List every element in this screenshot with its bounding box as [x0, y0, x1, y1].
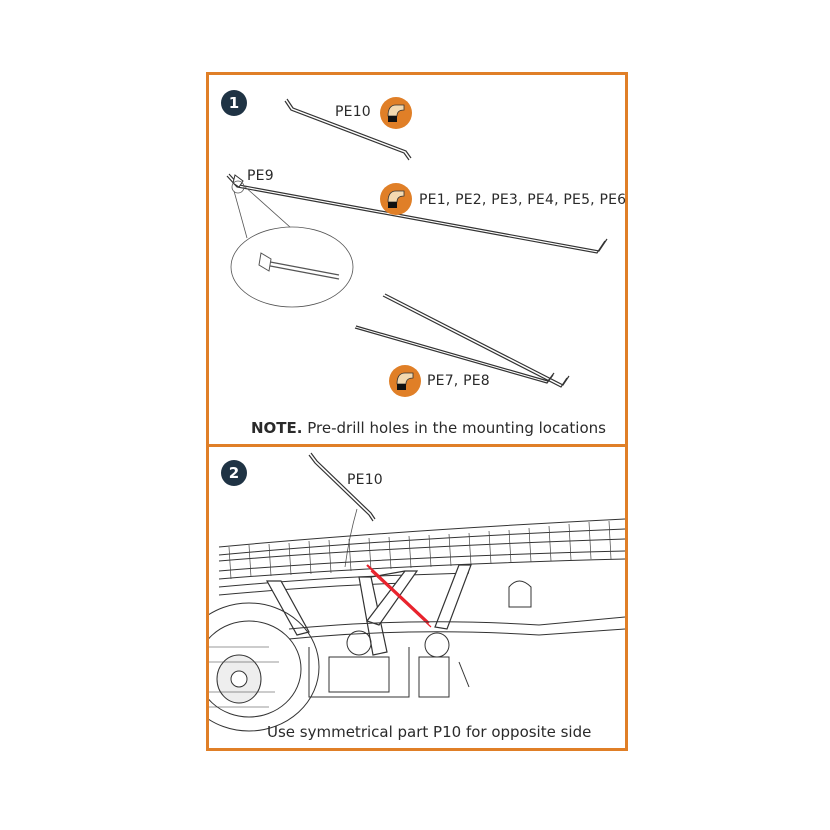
wing-ribs	[229, 521, 611, 579]
label-pe7-pe8: PE7, PE8	[427, 373, 490, 389]
label-pe10: PE10	[347, 472, 383, 488]
step-1-badge: 1	[221, 90, 247, 116]
label-pe10: PE10	[335, 104, 371, 120]
step-2-panel	[206, 444, 628, 751]
leader-line	[345, 509, 357, 567]
step-2-drawing	[209, 447, 625, 747]
step-2-badge: 2	[221, 460, 247, 486]
cabane-struts	[267, 565, 471, 655]
glue-icon	[379, 96, 413, 130]
detail-callout	[231, 181, 353, 307]
label-pe9: PE9	[247, 168, 274, 184]
step-1-panel	[206, 72, 628, 447]
glue-icon	[388, 364, 422, 398]
label-pe1-pe6: PE1, PE2, PE3, PE4, PE5, PE6	[419, 192, 627, 208]
glue-icon	[379, 182, 413, 216]
note-text: NOTE. Pre-drill holes in the mounting locations	[251, 419, 606, 437]
step-2-caption: Use symmetrical part P10 for opposite side	[267, 723, 592, 741]
upper-wing	[219, 519, 625, 579]
